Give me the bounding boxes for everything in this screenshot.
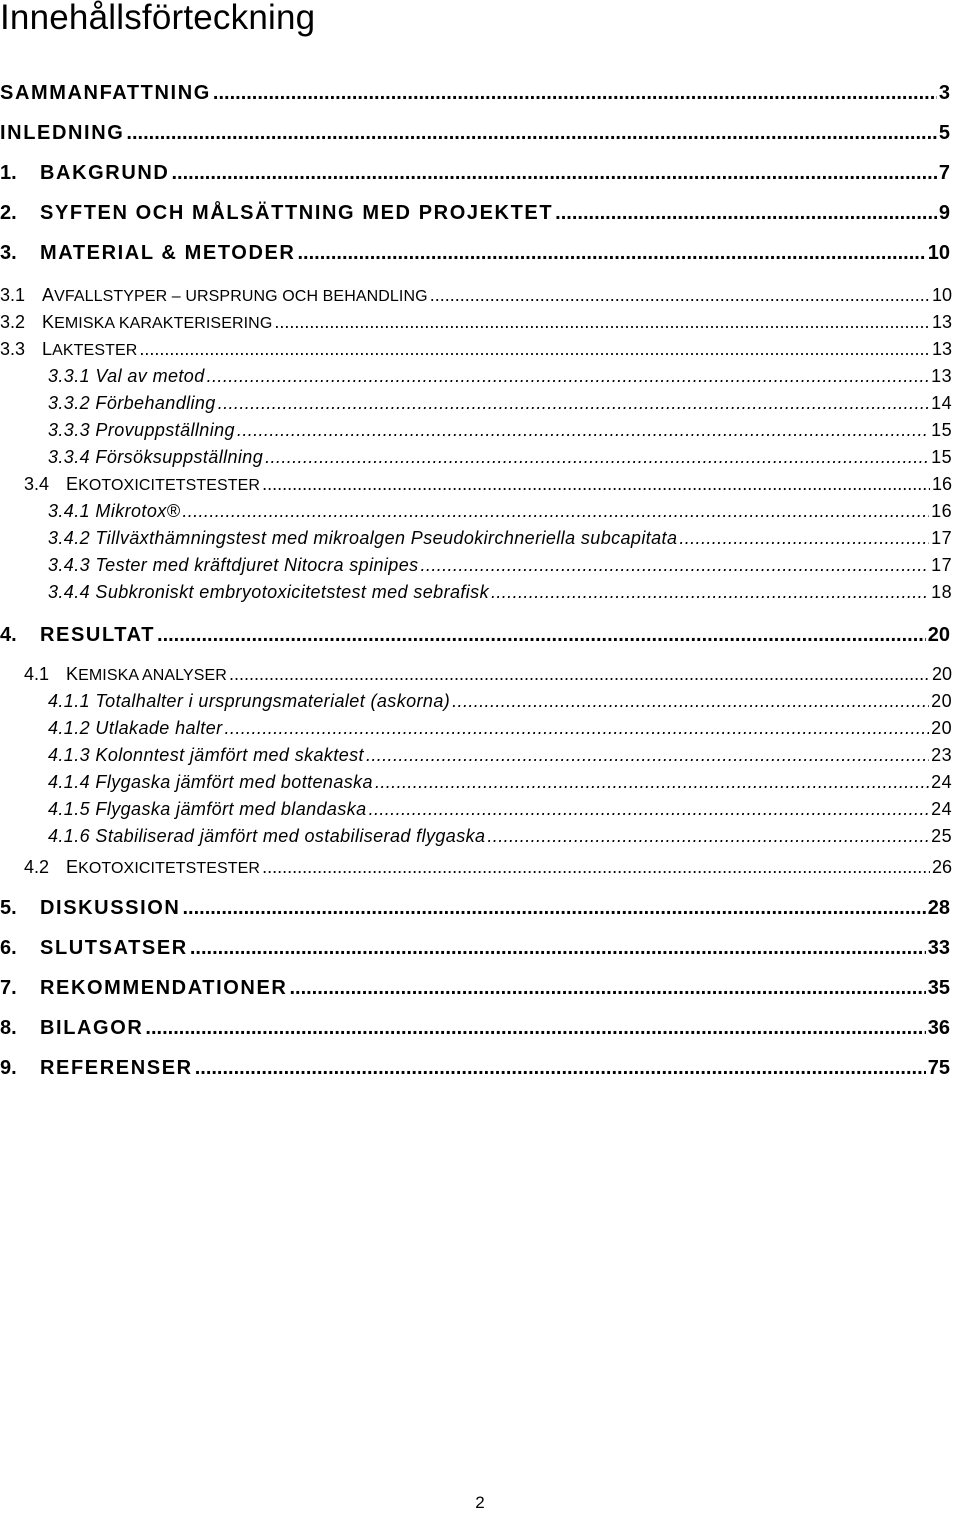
toc-entry-page: 14: [931, 393, 952, 413]
dot-leader: [190, 937, 926, 960]
toc-entry-label: SYFTEN OCH MÅLSÄTTNING MED PROJEKTET: [40, 202, 554, 224]
toc-entry-page: 7: [938, 162, 950, 184]
toc-entry-label: AVFALLSTYPER – URSPRUNG OCH BEHANDLING: [42, 285, 428, 305]
dot-leader: [679, 528, 929, 549]
toc-entry[interactable]: [48, 393, 952, 417]
toc-entry-number: 7.: [0, 977, 17, 999]
toc-entry-label: EKOTOXICITETSTESTER: [66, 857, 261, 877]
toc-entry-page: 24: [931, 772, 952, 792]
toc-entry-page: 20: [927, 624, 950, 646]
toc-entry-page: 75: [927, 1057, 950, 1079]
toc-entry[interactable]: [0, 242, 950, 268]
dot-leader: [218, 393, 929, 414]
toc-entry-label: INLEDNING: [0, 122, 125, 144]
toc-entry-page: 15: [931, 420, 952, 440]
toc-entry[interactable]: [48, 420, 952, 444]
toc-entry-label: KEMISKA ANALYSER: [66, 664, 227, 684]
toc-entry-page: 16: [931, 474, 952, 494]
toc-entry-label: 4.1.3 Kolonntest jämfört med skaktest: [48, 745, 364, 765]
toc-entry-page: 25: [931, 826, 952, 846]
toc-entry-page: 20: [931, 718, 952, 738]
toc-entry[interactable]: [0, 312, 952, 336]
dot-leader: [262, 857, 930, 878]
toc-entry-page: 24: [931, 799, 952, 819]
toc-entry-label: 3.4.2 Tillväxthämningstest med mikroalgen Pseudokirchneriella subcapitata: [48, 528, 678, 548]
toc-entry-label: EKOTOXICITETSTESTER: [66, 474, 261, 494]
toc-entry-label: 3.3.4 Försöksuppställning: [48, 447, 264, 467]
dot-leader: [366, 745, 929, 766]
toc-entry-label: RESULTAT: [40, 624, 156, 646]
toc-entry-label: KEMISKA KARAKTERISERING: [42, 312, 273, 332]
toc-entry[interactable]: [48, 366, 952, 390]
dot-leader: [182, 897, 925, 920]
toc-entry-label: 3.3.3 Provuppställning: [48, 420, 235, 440]
dot-leader: [297, 242, 925, 265]
dot-leader: [375, 772, 929, 793]
toc-entry-number: 3.3: [0, 339, 26, 359]
toc-entry-page: 15: [931, 447, 952, 467]
dot-leader: [171, 162, 936, 185]
toc-entry-number: 2.: [0, 202, 17, 224]
toc-entry-page: 36: [927, 1017, 950, 1039]
toc-entry[interactable]: [0, 162, 950, 188]
toc-entry-label: REFERENSER: [40, 1057, 193, 1079]
toc-entry-page: 3: [938, 82, 950, 104]
toc-entry[interactable]: [48, 718, 952, 742]
toc-entry[interactable]: [48, 582, 952, 606]
toc-entry-number: 4.: [0, 624, 17, 646]
toc-entry-page: 17: [931, 528, 952, 548]
dot-leader: [229, 664, 930, 685]
toc-entry-label: 3.3.2 Förbehandling: [48, 393, 216, 413]
toc-entry-number: 1.: [0, 162, 17, 184]
toc-entry[interactable]: [48, 447, 952, 471]
toc-entry-label: 4.1.5 Flygaska jämfört med blandaska: [48, 799, 367, 819]
toc-entry[interactable]: [48, 528, 952, 552]
toc-entry-label: 3.3.1 Val av metod: [48, 366, 205, 386]
dot-leader: [145, 1017, 925, 1040]
toc-entry-label: BILAGOR: [40, 1017, 144, 1039]
toc-entry[interactable]: [0, 122, 950, 148]
dot-leader: [237, 420, 929, 441]
toc-entry[interactable]: [48, 745, 952, 769]
toc-entry-page: 9: [938, 202, 950, 224]
toc-entry-number: 5.: [0, 897, 17, 919]
toc-entry-page: 35: [927, 977, 950, 999]
dot-leader: [289, 977, 925, 1000]
dot-leader: [213, 82, 937, 105]
toc-entry-number: 3.4: [24, 474, 50, 494]
toc-entry[interactable]: [24, 474, 952, 498]
dot-leader: [491, 582, 929, 603]
toc-entry-number: 8.: [0, 1017, 17, 1039]
toc-entry-number: 9.: [0, 1057, 17, 1079]
dot-leader: [157, 624, 926, 647]
toc-entry-page: 17: [931, 555, 952, 575]
toc-entry-page: 10: [931, 285, 952, 305]
dot-leader: [225, 718, 930, 739]
toc-entry-number: 3.2: [0, 312, 26, 332]
dot-leader: [555, 202, 937, 225]
toc-entry[interactable]: [48, 772, 952, 796]
dot-leader: [207, 366, 930, 387]
dot-leader: [262, 474, 930, 495]
toc-entry-page: 20: [931, 691, 952, 711]
dot-leader: [430, 285, 930, 306]
toc-entry[interactable]: [0, 285, 952, 309]
toc-entry-label: 3.4.4 Subkroniskt embryotoxicitetstest med sebrafisk: [48, 582, 489, 602]
toc-entry-page: 13: [931, 366, 952, 386]
toc-entry-label: 4.1.6 Stabiliserad jämfört med ostabiliserad flygaska: [48, 826, 486, 846]
toc-entry-label: SAMMANFATTNING: [0, 82, 211, 104]
toc-entry-page: 18: [931, 582, 952, 602]
toc-entry[interactable]: [48, 501, 952, 525]
dot-leader: [274, 312, 930, 333]
toc-entry-page: 16: [931, 501, 952, 521]
toc-entry-label: 4.1.4 Flygaska jämfört med bottenaska: [48, 772, 373, 792]
dot-leader: [182, 501, 929, 522]
toc-entry-number: 4.1: [24, 664, 50, 684]
dot-leader: [487, 826, 929, 847]
toc-entry[interactable]: [0, 1057, 950, 1083]
toc-entry[interactable]: [24, 857, 952, 881]
toc-entry-label: LAKTESTER: [42, 339, 138, 359]
toc-entry-number: 4.2: [24, 857, 50, 877]
dot-leader: [369, 799, 930, 820]
page-title: Innehållsförteckning: [0, 0, 316, 37]
toc-entry-number: 3.1: [0, 285, 26, 305]
toc-entry-page: 13: [931, 339, 952, 359]
dot-leader: [421, 555, 930, 576]
dot-leader: [139, 339, 930, 360]
toc-entry[interactable]: [0, 937, 950, 963]
dot-leader: [265, 447, 929, 468]
toc-entry-page: 5: [938, 122, 950, 144]
toc-entry-label: 4.1.1 Totalhalter i ursprungsmaterialet (askorna): [48, 691, 451, 711]
toc-entry[interactable]: [48, 799, 952, 823]
toc-entry-page: 23: [931, 745, 952, 765]
toc-entry[interactable]: [24, 664, 952, 688]
toc-entry-label: DISKUSSION: [40, 897, 181, 919]
toc-entry[interactable]: [0, 82, 950, 108]
toc-entry-page: 28: [927, 897, 950, 919]
toc-entry-page: 20: [931, 664, 952, 684]
toc-entry[interactable]: [48, 826, 952, 850]
toc-entry-label: 4.1.2 Utlakade halter: [48, 718, 223, 738]
toc-entry-page: 26: [931, 857, 952, 877]
toc-entry[interactable]: [0, 624, 950, 650]
toc-entry-label: REKOMMENDATIONER: [40, 977, 288, 999]
toc-entry[interactable]: [0, 897, 950, 923]
toc-entry-label: MATERIAL & METODER: [40, 242, 296, 264]
toc-entry-number: 6.: [0, 937, 17, 959]
toc-entry-label: SLUTSATSER: [40, 937, 188, 959]
toc-entry-label: 3.4.1 Mikrotox®: [48, 501, 181, 521]
dot-leader: [195, 1057, 926, 1080]
toc-entry[interactable]: [0, 339, 952, 363]
toc-entry-label: BAKGRUND: [40, 162, 170, 184]
toc-entry-page: 13: [931, 312, 952, 332]
toc-entry[interactable]: [48, 555, 952, 579]
toc-entry-page: 10: [927, 242, 950, 264]
toc-entry-label: 3.4.3 Tester med kräftdjuret Nitocra spinipes: [48, 555, 419, 575]
dot-leader: [452, 691, 929, 712]
page-number: 2: [475, 1493, 485, 1512]
toc-entry-number: 3.: [0, 242, 17, 264]
dot-leader: [126, 122, 936, 145]
toc-entry[interactable]: [0, 977, 950, 1003]
toc-entry-page: 33: [927, 937, 950, 959]
toc-entry[interactable]: [0, 1017, 950, 1043]
toc-entry[interactable]: [0, 202, 950, 228]
toc-entry[interactable]: [48, 691, 952, 715]
